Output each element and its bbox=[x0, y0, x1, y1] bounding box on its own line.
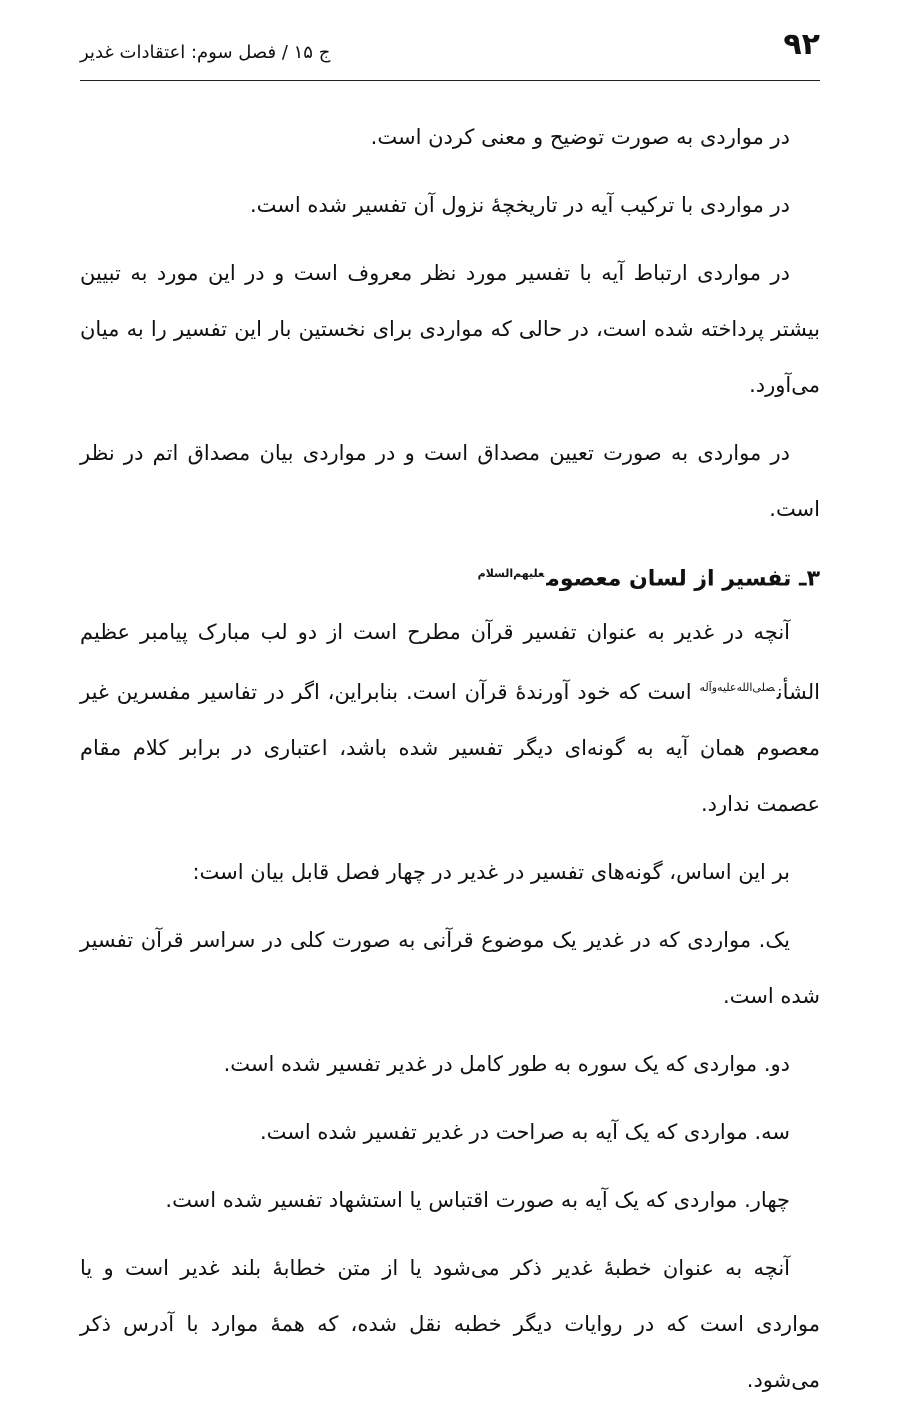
paragraph: در مواردی ارتباط آیه با تفسیر مورد نظر معروف است و در این مورد به تبیین بیشتر پرداخته شده است، در حالی که مواردی برای نخستین بار این تفسیر را به میان می‌آورد. bbox=[80, 261, 820, 397]
page-header bbox=[80, 0, 820, 81]
section-heading-text: ۳ـ تفسیر از لسان معصوم bbox=[546, 566, 820, 592]
paragraph: در مواردی به صورت تعیین مصداق است و در مواردی بیان مصداق اتم در نظر است. bbox=[80, 441, 820, 521]
types-intro: بر این اساس، گونه‌های تفسیر در غدیر در چهار فصل قابل بیان است: bbox=[192, 860, 790, 885]
honorific-mark: علیهم‌السلام bbox=[477, 567, 545, 580]
section-intro-paragraph bbox=[80, 604, 820, 832]
page-body bbox=[80, 81, 820, 1408]
type-item: یک. مواردی که در غدیر یک موضوع قرآنی به صورت کلی در سراسر قرآن تفسیر شده است. bbox=[80, 928, 820, 1009]
type-item: دو. مواردی که یک سوره به طور کامل در غدیر تفسیر شده است. bbox=[223, 1052, 790, 1077]
type-item: چهار. مواردی که یک آیه به صورت اقتباس یا استشهاد تفسیر شده است. bbox=[165, 1188, 790, 1213]
page-number: ۹۲ bbox=[783, 27, 820, 62]
paragraph: در مواردی با ترکیب آیه در تاریخچهٔ نزول آن تفسیر شده است. bbox=[249, 193, 790, 217]
paragraph: در مواردی به صورت توضیح و معنی کردن است. bbox=[370, 125, 790, 149]
intro-text-part1: آنچه در غدیر به عنوان تفسیر قرآن مطرح است از دو لب مبارک پیامبر عظیم الشأن bbox=[80, 620, 820, 705]
intro-text-part2: است که خود آورندهٔ قرآن است. بنابراین، اگر در تفاسیر مفسرین غیر معصوم همان آیه به گونه‌ای دیگر تفسیر شده باشد، اعتباری در برابر کلام مقام عصمت ندارد. bbox=[80, 680, 820, 817]
type-item: سه. مواردی که یک آیه به صراحت در غدیر تفسیر شده است. bbox=[259, 1120, 790, 1145]
closing-paragraph: آنچه به عنوان خطبهٔ غدیر ذکر می‌شود یا از متن خطابهٔ بلند غدیر است و یا مواردی است که در روایات دیگر خطبه نقل شده، که همهٔ موارد با آدرس ذکر می‌شود. bbox=[80, 1256, 820, 1393]
section-heading bbox=[80, 549, 820, 604]
running-title: ج ۱۵ / فصل سوم: اعتقادات غدیر bbox=[80, 42, 331, 63]
honorific-mark: صلی‌الله‌علیه‌وآله bbox=[699, 681, 775, 695]
